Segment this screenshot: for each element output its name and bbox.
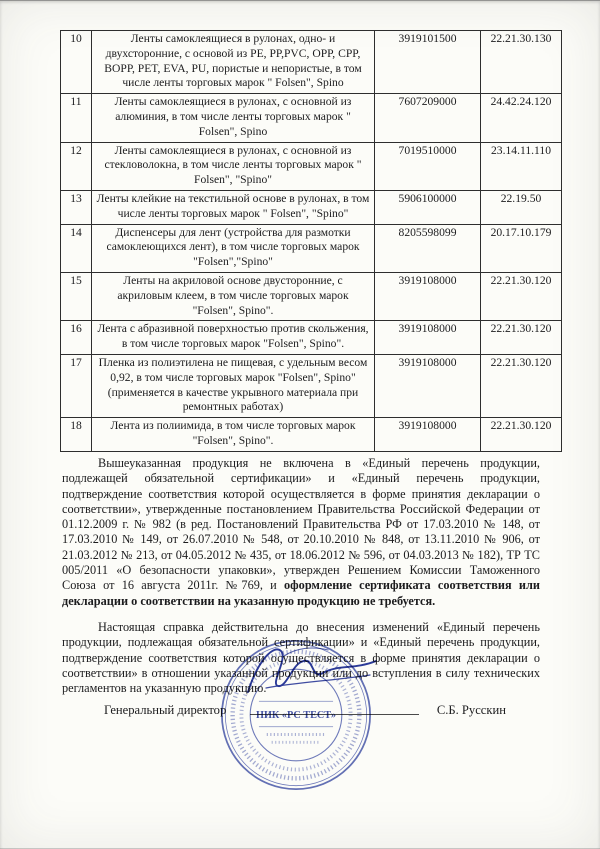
- okp-code: 22.21.30.120: [481, 354, 562, 417]
- product-description: Ленты самоклеящиеся в рулонах, с основной из стекловолокна, в том числе ленты торговых марок " Folsen", "Spino": [92, 142, 375, 190]
- row-number: 11: [61, 94, 92, 142]
- signer-title: Генеральный директор: [104, 703, 227, 717]
- tnved-code: 5906100000: [375, 190, 481, 224]
- okp-code: 22.21.30.120: [481, 321, 562, 355]
- table-row: [61, 354, 562, 417]
- tnved-code: 7607209000: [375, 94, 481, 142]
- paragraph-text: Вышеуказанная продукция не включена в «Единый перечень продукции, подлежащей обязательной сертификации» и «Единый перечень продукции, подтверждение соответствия которой осуществляется в форме принятия декларации о соответствии», утвержденные постановлением Правительства Российской Федерации от 01.12.2009 г. № 982 (в ред. Постановлений Правительства РФ от 17.03.2010 № 148, от 17.03.2010 № 149, от 26.07.2010 № 548, от 20.10.2010 № 848, от 13.11.2010 № 906, от 21.03.2012 № 213, от 04.05.2012 № 435, от 18.06.2012 № 596, от 04.03.2013 № 182), ТР ТС 005/2011 «О безопасности упаковки», утвержден Решением Комиссии Таможенного Союза от 16 августа 2011г. №769, и: [62, 456, 540, 593]
- row-number: 18: [61, 418, 92, 452]
- tnved-code: 7019510000: [375, 142, 481, 190]
- table-row: [61, 31, 562, 94]
- product-description: Лента из полиимида, в том числе торговых марок "Folsen", Spino".: [92, 418, 375, 452]
- table-row: [61, 418, 562, 452]
- paragraph-certification-statement: [62, 456, 540, 609]
- scan-edge-top: [0, 0, 600, 1]
- row-number: 17: [61, 354, 92, 417]
- product-description: Ленты самоклеящиеся в рулонах, с основной из алюминия, в том числе ленты торговых марок " Folsen", Spino: [92, 94, 375, 142]
- tnved-code: 8205598099: [375, 224, 481, 272]
- okp-code: 22.21.30.120: [481, 418, 562, 452]
- tnved-code: 3919108000: [375, 272, 481, 320]
- product-table: [60, 30, 562, 452]
- tnved-code: 3919108000: [375, 418, 481, 452]
- signature-scribble: [238, 638, 388, 713]
- signer-name: С.Б. Русскин: [436, 703, 506, 717]
- table-row: [61, 321, 562, 355]
- tnved-code: 3919101500: [375, 31, 481, 94]
- table-row: [61, 94, 562, 142]
- product-description: Ленты на акриловой основе двусторонние, с акриловым клеем, в том числе торговых марок "Folsen", Spino".: [92, 272, 375, 320]
- row-number: 14: [61, 224, 92, 272]
- stamp-center-text: НИК «РС ТЕСТ»: [256, 709, 336, 721]
- okp-code: 20.17.10.179: [481, 224, 562, 272]
- row-number: 13: [61, 190, 92, 224]
- row-number: 10: [61, 31, 92, 94]
- table-row: [61, 142, 562, 190]
- okp-code: 24.42.24.120: [481, 94, 562, 142]
- tnved-code: 3919108000: [375, 354, 481, 417]
- paragraph-validity-statement: Настоящая справка действительна до внесения изменений «Единый перечень продукции, подлежащая обязательной сертификации» и «Единый перечень продукции, подтверждение соответствия которой осуществляется в форме принятия декларации о соответствии» в отношении указанной продукции или до вступления в силу технических регламентов на указанную продукцию.: [62, 619, 540, 696]
- okp-code: 22.19.50: [481, 190, 562, 224]
- table-row: [61, 272, 562, 320]
- product-description: Лента с абразивной поверхностью против скольжения, в том числе торговых марок "Folsen", Spino".: [92, 321, 375, 355]
- row-number: 16: [61, 321, 92, 355]
- product-description: Ленты клейкие на текстильной основе в рулонах, в том числе ленты торговых марок " Folsen", "Spino": [92, 190, 375, 224]
- row-number: 15: [61, 272, 92, 320]
- tnved-code: 3919108000: [375, 321, 481, 355]
- okp-code: 22.21.30.120: [481, 272, 562, 320]
- product-description: Диспенсеры для лент (устройства для размотки самоклеющихся лент), в том числе торговых марок "Folsen","Spino": [92, 224, 375, 272]
- product-description: Ленты самоклеящиеся в рулонах, одно- и двухсторонние, с основой из PE, PP,PVC, OPP, CPP, BOPP, PET, EVA, PU, пористые и непористые, в том числе ленты торговых марок " Folsen", Spino: [92, 31, 375, 94]
- row-number: 12: [61, 142, 92, 190]
- product-description: Пленка из полиэтилена не пищевая, с удельным весом 0,92, в том числе торговых марок "Folsen", Spino"(применяется в качестве укрывного материала при ремонтных работах): [92, 354, 375, 417]
- table-row: [61, 190, 562, 224]
- okp-code: 23.14.11.110: [481, 142, 562, 190]
- table-row: [61, 224, 562, 272]
- okp-code: 22.21.30.130: [481, 31, 562, 94]
- paragraph-bold-conclusion: оформление сертификата соответствия или декларации о соответствии на указанную продукцию не требуется.: [62, 578, 540, 608]
